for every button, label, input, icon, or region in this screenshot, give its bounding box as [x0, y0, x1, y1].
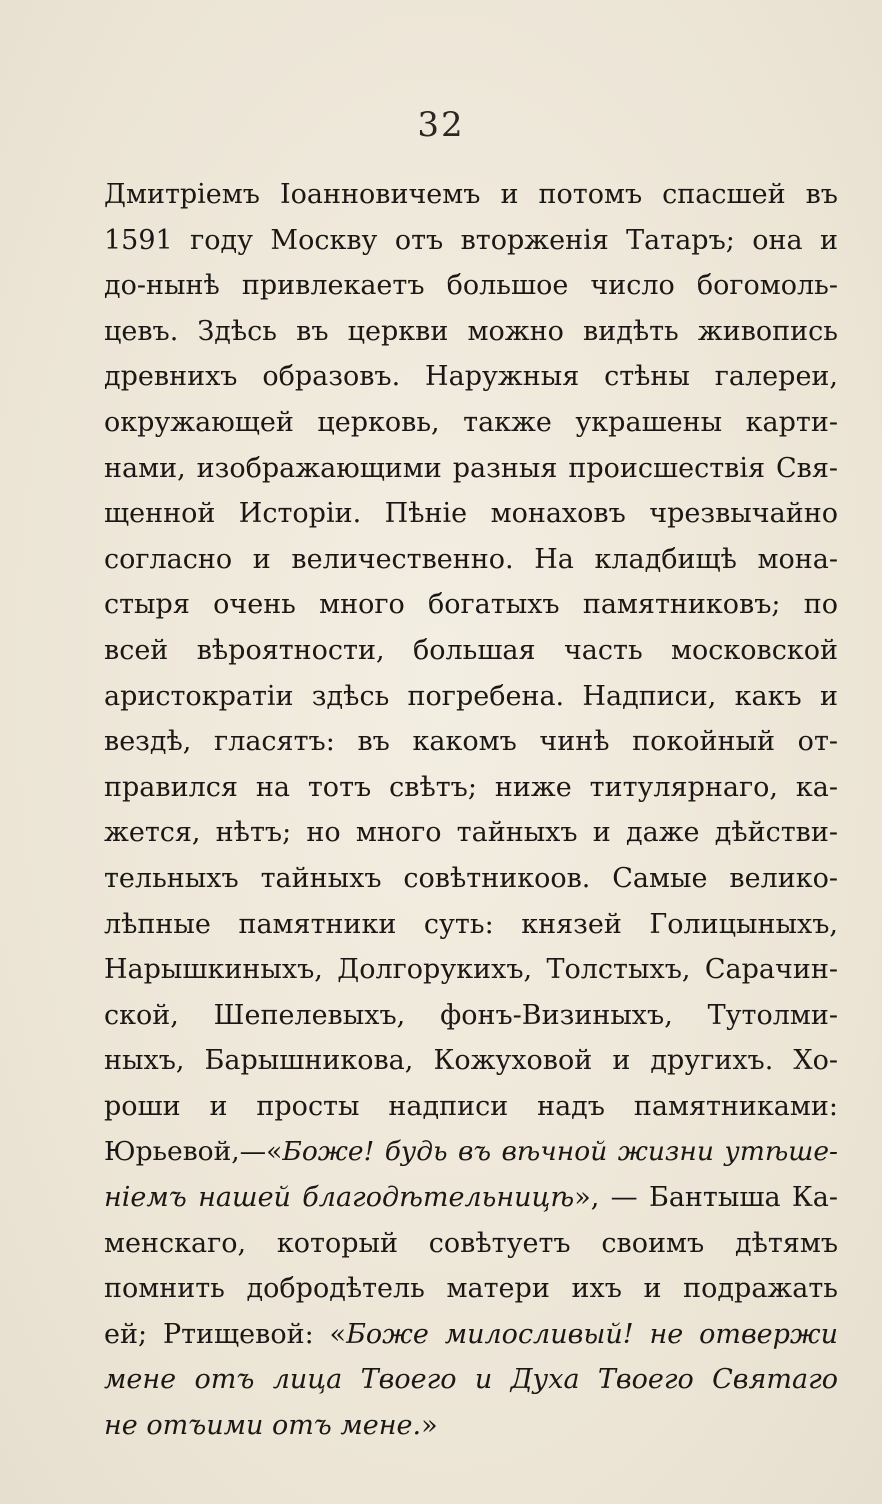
- text-line: [104, 1038, 838, 1084]
- text-segment: помнить добродѣтель матери ихъ и подражать: [104, 1273, 838, 1305]
- italic-quote-segment: не отъими отъ мене.: [104, 1410, 422, 1442]
- text-segment: жется, нѣтъ; но много тайныхъ и даже дѣйстви-: [104, 817, 838, 849]
- italic-quote-segment: ніемъ нашей благодѣтельницѣ: [104, 1182, 575, 1214]
- text-line: [104, 1129, 838, 1175]
- text-segment: согласно и величественно. На кладбищѣ мона-: [104, 543, 838, 575]
- text-line: [104, 1357, 838, 1403]
- text-segment: », — Бантыша Ка-: [574, 1182, 838, 1214]
- text-segment: ныхъ, Барышникова, Кожуховой и другихъ. Хо-: [104, 1045, 838, 1077]
- text-line: [104, 446, 838, 492]
- text-segment: до-нынѣ привлекаетъ большое число богомоль-: [104, 270, 838, 302]
- text-line: [104, 1266, 838, 1312]
- text-segment: щенной Исторіи. Пѣніе монаховъ чрезвычайно: [104, 498, 838, 530]
- text-line: [104, 263, 838, 309]
- text-line: [104, 1312, 838, 1358]
- text-line: [104, 172, 838, 218]
- text-segment: всей вѣроятности, большая часть московской: [104, 634, 838, 666]
- text-line: [104, 674, 838, 720]
- text-line: [104, 1084, 838, 1130]
- text-line: [104, 765, 838, 811]
- text-segment: стыря очень много богатыхъ памятниковъ; по: [104, 589, 838, 621]
- text-segment: аристократіи здѣсь погребена. Надписи, какъ и: [104, 680, 838, 712]
- body-text: [104, 172, 838, 1449]
- text-line: [104, 719, 838, 765]
- text-segment: окружающей церковь, также украшены карти-: [104, 406, 838, 438]
- text-line: [104, 491, 838, 537]
- text-segment: Нарышкиныхъ, Долгорукихъ, Толстыхъ, Сарачин-: [104, 954, 838, 986]
- text-line: [104, 902, 838, 948]
- text-line: [104, 947, 838, 993]
- text-line: [104, 856, 838, 902]
- text-segment: 1591 году Москву отъ вторженія Татаръ; она и: [104, 224, 838, 256]
- text-line: [104, 537, 838, 583]
- text-line: [104, 1403, 838, 1449]
- text-line: [104, 354, 838, 400]
- text-segment: ской, Шепелевыхъ, фонъ-Визиныхъ, Тутолми-: [104, 999, 838, 1031]
- page-number: 32: [417, 105, 465, 145]
- text-segment: вездѣ, гласятъ: въ какомъ чинѣ покойный от-: [104, 726, 838, 758]
- text-line: [104, 582, 838, 628]
- text-segment: ей; Ртищевой: «: [104, 1318, 347, 1350]
- text-line: [104, 628, 838, 674]
- text-line: [104, 218, 838, 264]
- text-segment: правился на тотъ свѣтъ; ниже титулярнаго, ка-: [104, 771, 838, 803]
- text-line: [104, 1175, 838, 1221]
- text-segment: Дмитріемъ Іоанновичемъ и потомъ спасшей въ: [104, 179, 838, 210]
- text-segment: нами, изображающими разныя происшествія Свя-: [104, 452, 838, 484]
- text-segment: менскаго, который совѣтуетъ своимъ дѣтямъ: [104, 1227, 838, 1259]
- text-line: [104, 1221, 838, 1267]
- text-segment: Юрьевой,—«: [104, 1136, 283, 1168]
- italic-quote-segment: мене отъ лица Твоего и Духа Твоего Святаго: [104, 1364, 838, 1396]
- text-segment: древнихъ образовъ. Наружныя стѣны галереи,: [104, 361, 838, 393]
- text-line: [104, 400, 838, 446]
- text-line: [104, 810, 838, 856]
- text-segment: лѣпные памятники суть: князей Голицыныхъ,: [104, 908, 838, 940]
- text-segment: тельныхъ тайныхъ совѣтникоов. Самые велико-: [104, 862, 838, 894]
- text-line: [104, 309, 838, 355]
- text-line: [104, 993, 838, 1039]
- italic-quote-segment: Боже! будь въ вѣчной жизни утѣше-: [282, 1136, 838, 1168]
- italic-quote-segment: Боже милосливый! не отвержи: [346, 1318, 838, 1350]
- text-segment: цевъ. Здѣсь въ церкви можно видѣть живопись: [104, 315, 838, 347]
- text-segment: роши и просты надписи надъ памятниками:: [104, 1090, 838, 1122]
- text-segment: »: [421, 1410, 438, 1442]
